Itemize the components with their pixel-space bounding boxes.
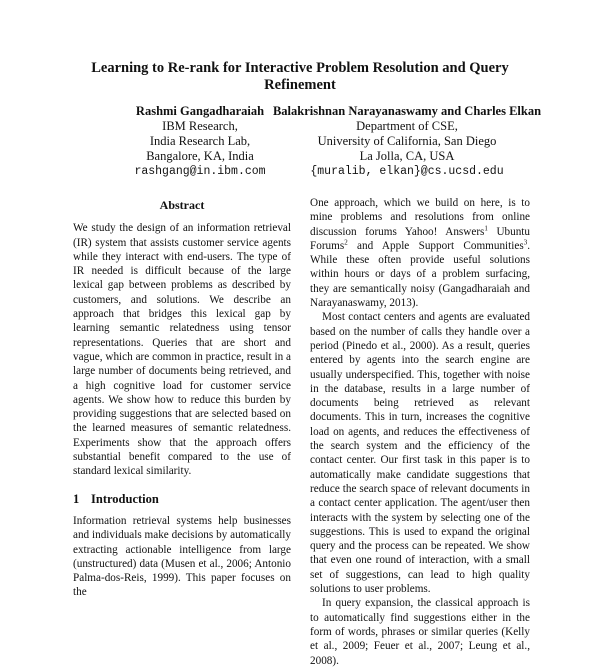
right-column (310, 196, 530, 668)
footnote-mark: 1 (484, 223, 488, 232)
paper-title (60, 60, 540, 94)
footnote-mark: 3 (523, 238, 528, 247)
author-affiliation-line: IBM Research, (162, 119, 238, 133)
footnote-mark: 2 (344, 238, 348, 247)
author-name: Balakrishnan Narayanaswamy and Charles Elkan (272, 104, 542, 118)
section-heading (73, 492, 291, 506)
text-run: and Apple Support Communities (347, 239, 524, 252)
paper-title-line-1: Learning to Re-rank for Interactive Problem Resolution and Query (91, 60, 509, 76)
author-email: {muralib, elkan}@cs.ucsd.edu (310, 165, 504, 178)
section-title: Introduction (91, 491, 159, 506)
author-affiliation-line: La Jolla, CA, USA (359, 149, 455, 163)
author-name: Rashmi Gangadharaiah (135, 104, 265, 118)
author-affiliation-line: University of California, San Diego (317, 134, 497, 148)
text-run: . While these often provide useful solutions within hours or days of a problem surfacing, they are semantically noisy (Gangadharaiah and Narayanaswamy, 2013). (310, 239, 530, 310)
left-column (73, 198, 291, 600)
text-run: Ubuntu Forums (310, 225, 530, 252)
intro-paragraph: Information retrieval systems help businesses and individuals make decisions by automatically extracting actionable intelligence from large (unstructured) data (Musen et al., 2006; Antonio Palma-dos-Reis, 1999). This paper focuses on the (73, 514, 291, 599)
forums-paragraph (310, 196, 530, 310)
section-number: 1 (73, 491, 80, 506)
abstract-heading: Abstract (159, 198, 205, 212)
author-email: rashgang@in.ibm.com (134, 165, 266, 178)
paper-title-line-2: Refinement (264, 77, 336, 93)
text-run: One approach, which we build on here, is to mine problems and resolutions from online discussion forums Yahoo! Answers (310, 197, 530, 238)
abstract-text: We study the design of an information retrieval (IR) system that assists customer service agents while they interact with end-users. The type of IR needed is difficult because of the large lexical gap between problems as described by customers, and solutions. We describe an approach that bridges this lexical gap by learning semantic relatedness using tensor representations. Queries that are short and vague, which are common in practice, result in a large number of documents being retrieved, and a high cognitive load for customer service agents. We show how to reduce this burden by providing suggestions that are selected based on the learned measures of semantic relatedness. Experiments show that the approach offers substantial benefit compared to the use of standard lexical similarity. (73, 222, 291, 478)
author-affiliation-line: Bangalore, KA, India (146, 149, 254, 163)
query-expansion-paragraph: In query expansion, the classical approach is to automatically find suggestions either in the form of words, phrases or similar queries (Kelly et al., 2009; Feuer et al., 2007; Leung et al., 2008). (310, 597, 530, 667)
author-block-2 (262, 104, 552, 179)
author-affiliation-line: India Research Lab, (149, 134, 251, 148)
author-affiliation-line: Department of CSE, (356, 119, 458, 133)
contact-center-paragraph: Most contact centers and agents are evaluated based on the number of calls they handle over a period (Pinedo et al., 2000). As a result, queries entered by agents into the search engine are usually underspecified. This, together with noise in the database, results in a large number of documents being retrieved as relevant documents. This in turn, increases the cognitive load on agents, and reduces the effectiveness of the search system and the efficiency of the contact center. Our first task in this paper is to automatically make candidate suggestions that reduce the search space of relevant documents in a contact center application. The agent/user then interacts with the system by selecting one of the suggestions. This is used to expand the original query and the process can be repeated. We show that even one round of interaction, with a small set of suggestions, can lead to high quality solutions to user problems. (310, 311, 530, 596)
